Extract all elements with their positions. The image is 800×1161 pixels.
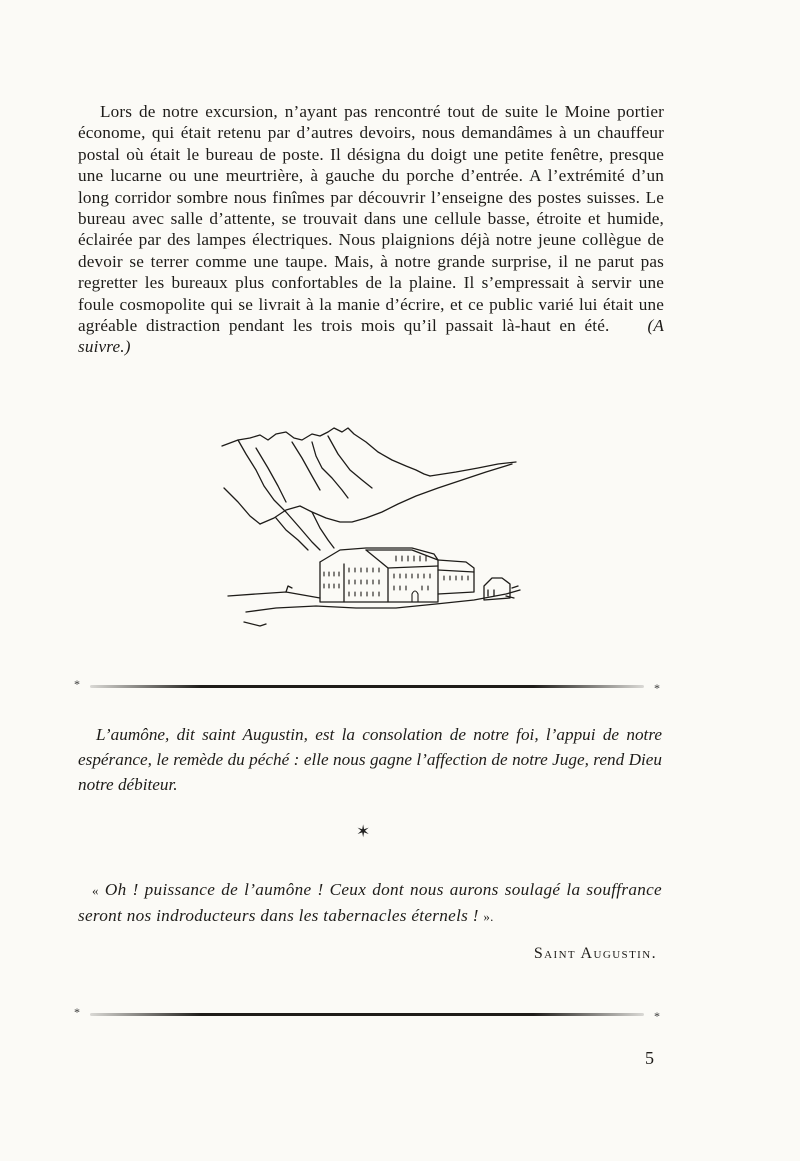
- article-paragraph: [78, 101, 664, 358]
- augustine-quote-two: [78, 877, 662, 929]
- divider-line: [90, 685, 644, 688]
- valley-slope: [260, 464, 512, 524]
- hospice-illustration: [216, 418, 526, 633]
- close-quote-mark: ».: [483, 909, 494, 924]
- divider-line: [90, 1013, 644, 1016]
- hospice-buildings: [320, 548, 510, 602]
- quote-author: Saint Augustin.: [533, 945, 657, 962]
- section-star: ✶: [356, 822, 371, 841]
- page-number: 5: [645, 1048, 654, 1068]
- mountain-ridge: [222, 428, 430, 476]
- continuation-note: (A suivre.): [78, 316, 664, 357]
- ground-line: [228, 592, 320, 598]
- divider-star-right: *: [654, 681, 660, 695]
- open-quote-mark: «: [92, 883, 99, 898]
- article-body: Lors de notre excursion, n’ayant pas rencontré tout de suite le Moine portier économe, qui était retenu par d’autres devoirs, nous demandâmes à un chauffeur postal où était le bureau de poste. Il désigna du doigt une petite fenêtre, presque une lucarne ou une meurtrière, à gauche du porche d’entrée. A l’extrémité d’un long corridor sombre nous finîmes par découvrir l’enseigne des postes suisses. Le bureau avec salle d’attente, se trouvait dans une cellule basse, étroite et humide, éclairée par des lampes électriques. Nous plaignions déjà notre jeune collègue de devoir se terrer comme une taupe. Mais, à notre grande surprise, il ne parut pas regretter les bureaux plus confortables de la plaine. Il s’empressait à servir une foule cosmopolite qui se livrait à la manie d’écrire, et ce public varié lui était une agréable distraction pendant les trois mois qu’il passait là-haut en été.: [78, 102, 664, 336]
- divider-bottom: [74, 1005, 660, 1023]
- quote-two-text: Oh ! puissance de l’aumône ! Ceux dont nous aurons soulagé la souffrance seront nos indroducteurs dans les tabernacles éternels !: [78, 880, 662, 925]
- divider-top: [74, 677, 660, 695]
- mountain-slope: [430, 462, 516, 476]
- divider-star-left: *: [74, 1005, 80, 1019]
- divider-star-right: *: [654, 1009, 660, 1023]
- augustine-quote-one: L’aumône, dit saint Augustin, est la consolation de notre foi, l’appui de notre espérance, le remède du péché : elle nous gagne l’affection de notre Juge, rend Dieu notre débiteur.: [78, 725, 662, 794]
- divider-star-left: *: [74, 677, 80, 691]
